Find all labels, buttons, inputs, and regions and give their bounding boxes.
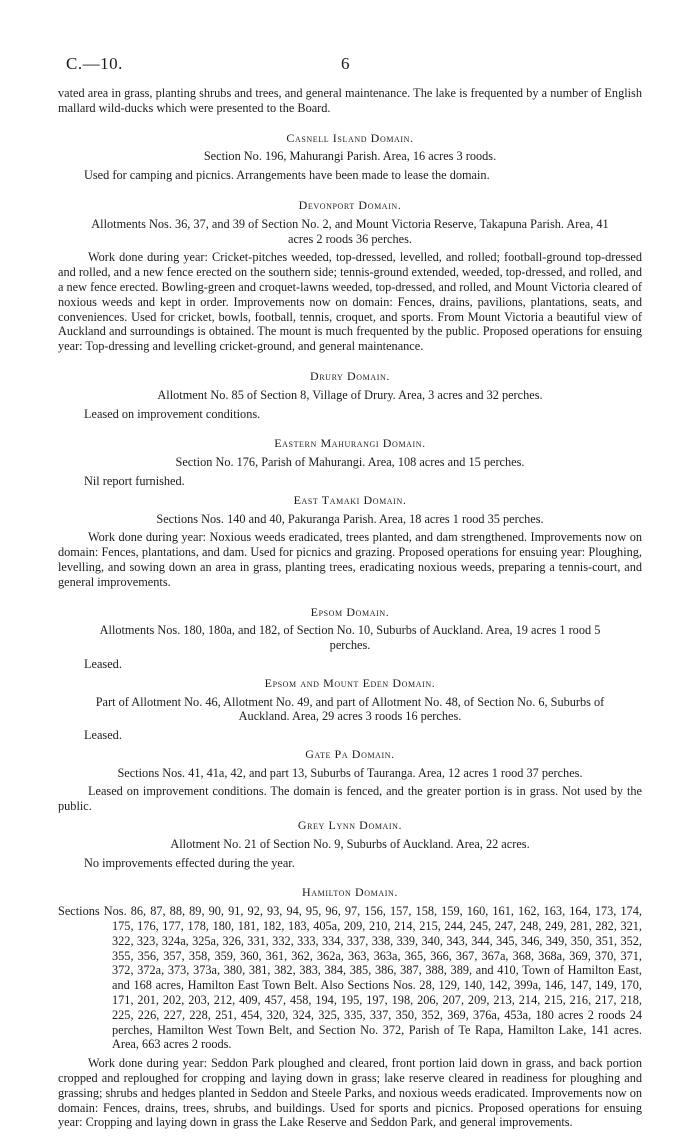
casnell-title: Casnell Island Domain. (286, 130, 414, 145)
eastern-mahurangi-title: Eastern Mahurangi Domain. (274, 436, 426, 451)
eastern-mahurangi-note: Nil report furnished. (84, 473, 185, 488)
eastern-mahurangi-description: Section No. 176, Parish of Mahurangi. Area, 108 acres and 15 perches. (175, 455, 525, 470)
casnell-description: Section No. 196, Mahurangi Parish. Area, 16 acres 3 roods. (203, 149, 497, 164)
intro-paragraph: vated area in grass, planting shrubs and trees, and general maintenance. The lake is frequented by a number of English mallard wild-ducks which were presented to the Board. (58, 86, 642, 115)
grey-lynn-title: Grey Lynn Domain. (297, 818, 403, 833)
epsom-mount-eden-title: Epsom and Mount Eden Domain. (264, 675, 436, 690)
epsom-mount-eden-description: Part of Allotment No. 46, Allotment No. 49, and part of Allotment No. 48, of Section No. 6, Suburbs of Auckland. Area, 29 acres 3 roods 16 perches. (95, 694, 605, 724)
gate-pa-description: Sections Nos. 41, 41a, 42, and part 13, Suburbs of Tauranga. Area, 12 acres 1 rood 37 perches. (117, 765, 583, 780)
devonport-description: Allotments Nos. 36, 37, and 39 of Section No. 2, and Mount Victoria Reserve, Takapuna Parish. Area, 41 acres 2 roods 36 perches. (91, 216, 609, 246)
hamilton-body: Work done during year: Seddon Park ploughed and cleared, front portion laid down in grass, and back portion cropped and reploughed for cropping and laying down in grass; lake reserve cleared in readiness for ploughing and grassing; shrubs and hedges planted in Seddon and Steele Parks, and noxious weeds eradicated. Improvements now on domain: Fences, drains, trees, shrubs, and buildings. Used for sports and picnics. Proposed operations for ensuing year: Cropping and laying down in grass the Lake Reserve and Seddon Park, and general improvements. (58, 1056, 642, 1130)
east-tamaki-title: East Tamaki Domain. (293, 492, 407, 507)
epsom-description: Allotments Nos. 180, 180a, and 182, of Section No. 10, Suburbs of Auckland. Area, 19 acres 1 rood 5 perches. (99, 623, 601, 653)
page-header (66, 54, 622, 76)
grey-lynn-note: No improvements effected during the year. (84, 855, 295, 870)
document-reference: C.—10. (66, 54, 123, 73)
epsom-mount-eden-note: Leased. (84, 728, 122, 743)
epsom-note: Leased. (84, 656, 122, 671)
casnell-note: Used for camping and picnics. Arrangements have been made to lease the domain. (84, 168, 490, 183)
page-number: 6 (341, 54, 350, 73)
hamilton-description: Sections Nos. 86, 87, 88, 89, 90, 91, 92, 93, 94, 95, 96, 97, 156, 157, 158, 159, 160, 161, 162, 163, 164, 173, 174, 175, 176, 177, 178, 180, 181, 182, 183, 405a, 209, 210, 214, 215, 244, 245, 247, 248, 249, 281, 282, 321, 322, 323, 324a, 325a, 326, 331, 332, 333, 334, 337, 338, 339, 340, 343, 344, 345, 346, 349, 350, 351, 352, 355, 356, 357, 358, 359, 360, 361, 362, 362a, 363, 363a, 365, 366, 367, 367a, 368, 368a, 369, 370, 371, 372, 372a, 373, 373a, 380, 381, 382, 383, 384, 385, 386, 387, 388, 389, and 410, Town of Hamilton East, and 168 acres, Hamilton East Town Belt. Also Sections Nos. 28, 129, 140, 142, 399a, 146, 147, 149, 170, 171, 201, 202, 203, 212, 409, 457, 458, 194, 195, 197, 198, 206, 207, 209, 213, 214, 215, 216, 217, 218, 225, 226, 227, 228, 251, 454, 320, 324, 325, 335, 337, 350, 352, 369, 376a, 453a, 180 acres 2 roods 24 perches, Hamilton West Town Belt, and Section No. 372, Parish of Te Rapa, Hamilton Lake, 141 acres. Area, 663 acres 2 roods. (58, 904, 642, 1052)
epsom-title: Epsom Domain. (310, 604, 390, 619)
hamilton-title: Hamilton Domain. (301, 885, 399, 900)
drury-title: Drury Domain. (309, 368, 391, 383)
drury-note: Leased on improvement conditions. (84, 406, 261, 421)
gate-pa-title: Gate Pa Domain. (305, 746, 395, 761)
page-content (58, 86, 642, 1130)
gate-pa-body: Leased on improvement conditions. The domain is fenced, and the greater portion is in grass. Not used by the public. (58, 784, 642, 814)
grey-lynn-description: Allotment No. 21 of Section No. 9, Suburbs of Auckland. Area, 22 acres. (170, 836, 530, 851)
devonport-body: Work done during year: Cricket-pitches weeded, top-dressed, levelled, and rolled; football-ground top-dressed and rolled, and a new fence erected on the southern side; tennis-ground extended, weeded, top-dressed, and rolled, and a new fence erected. Bowling-green and croquet-lawns weeded, top-dressed, and rolled, and Mount Victoria cleared of noxious weeds and kept in order. Improvements now on domain: Fences, drains, pavilions, plantations, seats, and conveniences. Used for cricket, bowls, football, tennis, croquet, and sports. From Mount Victoria a beautiful view of Auckland and surroundings is obtained. The mount is much frequented by the public. Proposed operations for ensuing year: Top-dressing and levelling cricket-ground, and general maintenance. (58, 250, 642, 354)
east-tamaki-body: Work done during year: Noxious weeds eradicated, trees planted, and dam strengthened. Improvements now on domain: Fences, plantations, and dam. Used for picnics and grazing. Proposed operations for ensuing year: Ploughing, levelling, and sowing down an area in grass, planting trees, eradicating noxious weeds, preparing a tennis-court, and general improvements. (58, 530, 642, 589)
devonport-title: Devonport Domain. (298, 197, 402, 212)
east-tamaki-description: Sections Nos. 140 and 40, Pakuranga Parish. Area, 18 acres 1 rood 35 perches. (156, 511, 544, 526)
drury-description: Allotment No. 85 of Section 8, Village of Drury. Area, 3 acres and 32 perches. (157, 387, 543, 402)
